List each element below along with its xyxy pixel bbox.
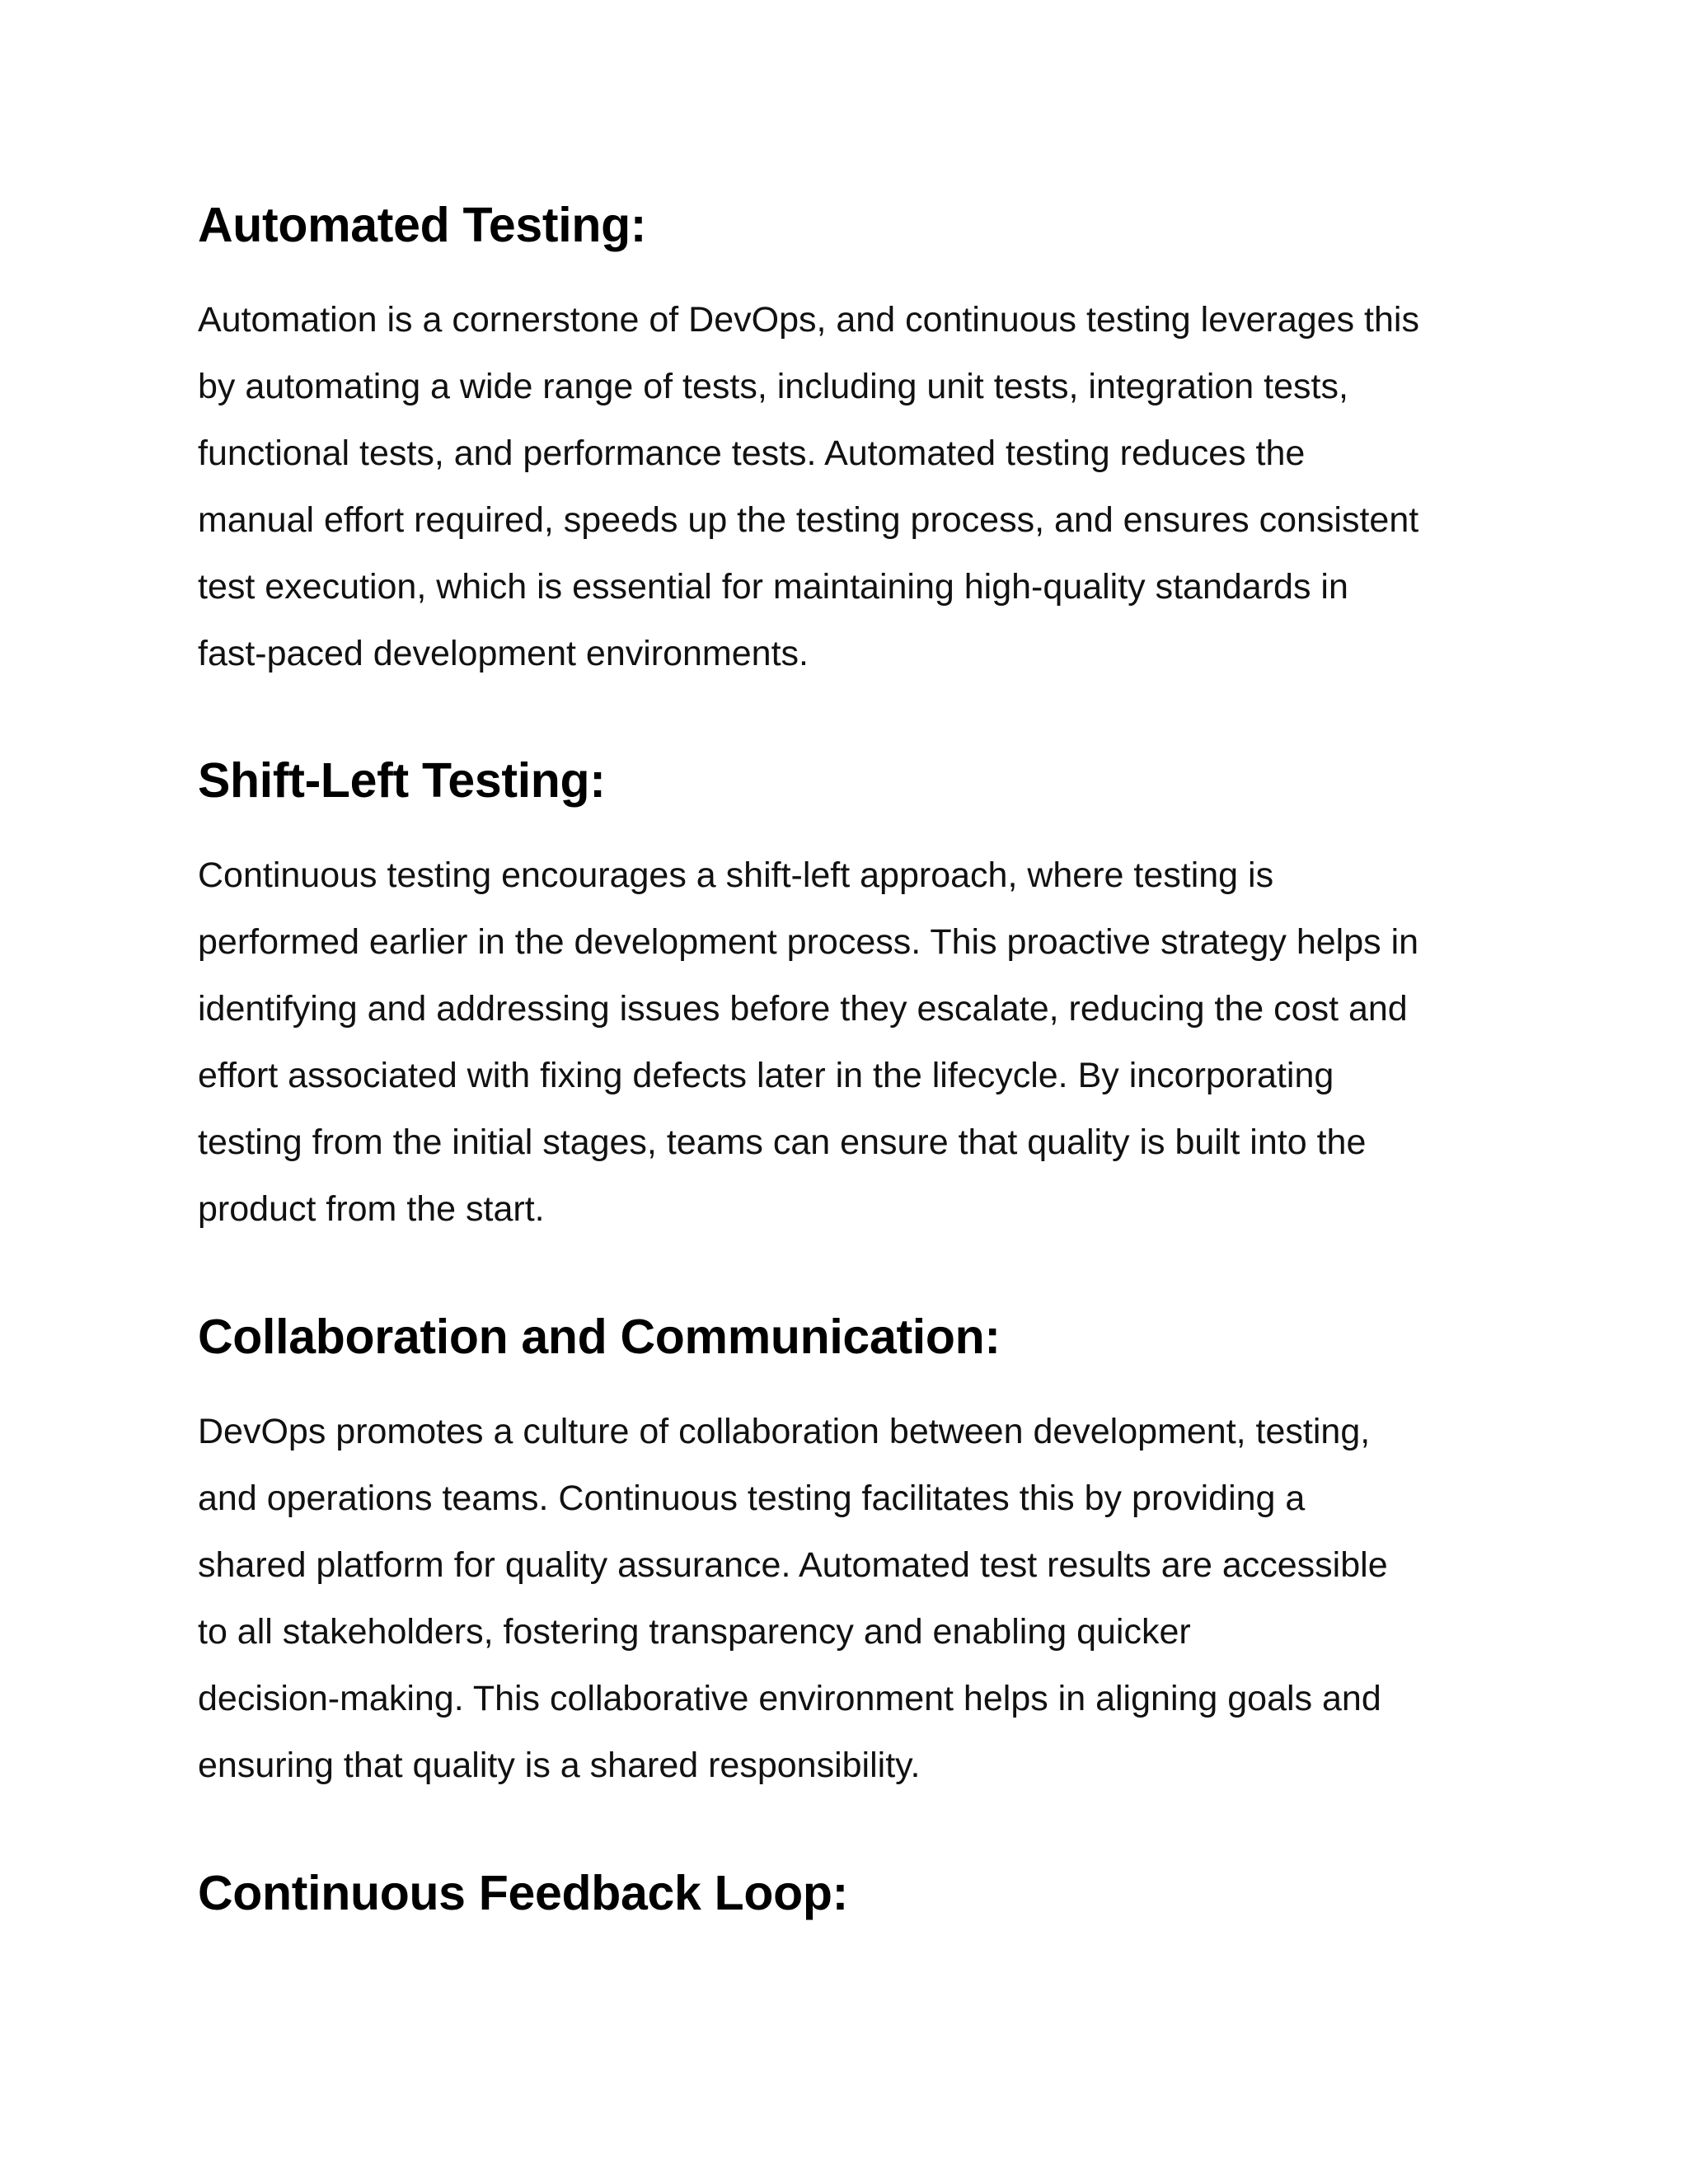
section-heading: Collaboration and Communication: [198,1310,1001,1364]
section-paragraph [198,1399,1500,1799]
paragraph-line: shared platform for quality assurance. Automated test results are accessible [198,1545,1388,1585]
section-automated-testing [198,196,1500,687]
section-heading: Continuous Feedback Loop: [198,1866,848,1920]
paragraph-line: identifying and addressing issues before they escalate, reducing the cost and [198,989,1408,1029]
paragraph-line: product from the start. [198,1189,545,1229]
section-collaboration-communication [198,1308,1500,1799]
paragraph-line: performed earlier in the development process. This proactive strategy helps in [198,922,1419,962]
paragraph-line: fast-paced development environments. [198,634,809,673]
paragraph-line: Continuous testing encourages a shift-left approach, where testing is [198,855,1274,895]
paragraph-line: effort associated with fixing defects later in the lifecycle. By incorporating [198,1056,1334,1095]
paragraph-line: DevOps promotes a culture of collaboration between development, testing, [198,1412,1371,1451]
section-heading: Shift-Left Testing: [198,753,606,808]
paragraph-line: ensuring that quality is a shared responsibility. [198,1746,921,1785]
section-shift-left-testing [198,752,1500,1243]
section-paragraph [198,842,1500,1243]
paragraph-line: test execution, which is essential for maintaining high-quality standards in [198,567,1348,607]
paragraph-line: and operations teams. Continuous testing facilitates this by providing a [198,1479,1306,1518]
section-heading: Automated Testing: [198,198,647,252]
section-continuous-feedback-loop [198,1864,1500,1922]
section-paragraph [198,287,1500,687]
paragraph-line: decision-making. This collaborative environment helps in aligning goals and [198,1679,1381,1718]
paragraph-line: by automating a wide range of tests, including unit tests, integration tests, [198,367,1348,406]
paragraph-line: to all stakeholders, fostering transparency and enabling quicker [198,1612,1191,1652]
paragraph-line: functional tests, and performance tests. Automated testing reduces the [198,434,1306,473]
paragraph-line: manual effort required, speeds up the testing process, and ensures consistent [198,500,1419,540]
paragraph-line: testing from the initial stages, teams can ensure that quality is built into the [198,1122,1367,1162]
paragraph-line: Automation is a cornerstone of DevOps, and continuous testing leverages this [198,300,1419,340]
